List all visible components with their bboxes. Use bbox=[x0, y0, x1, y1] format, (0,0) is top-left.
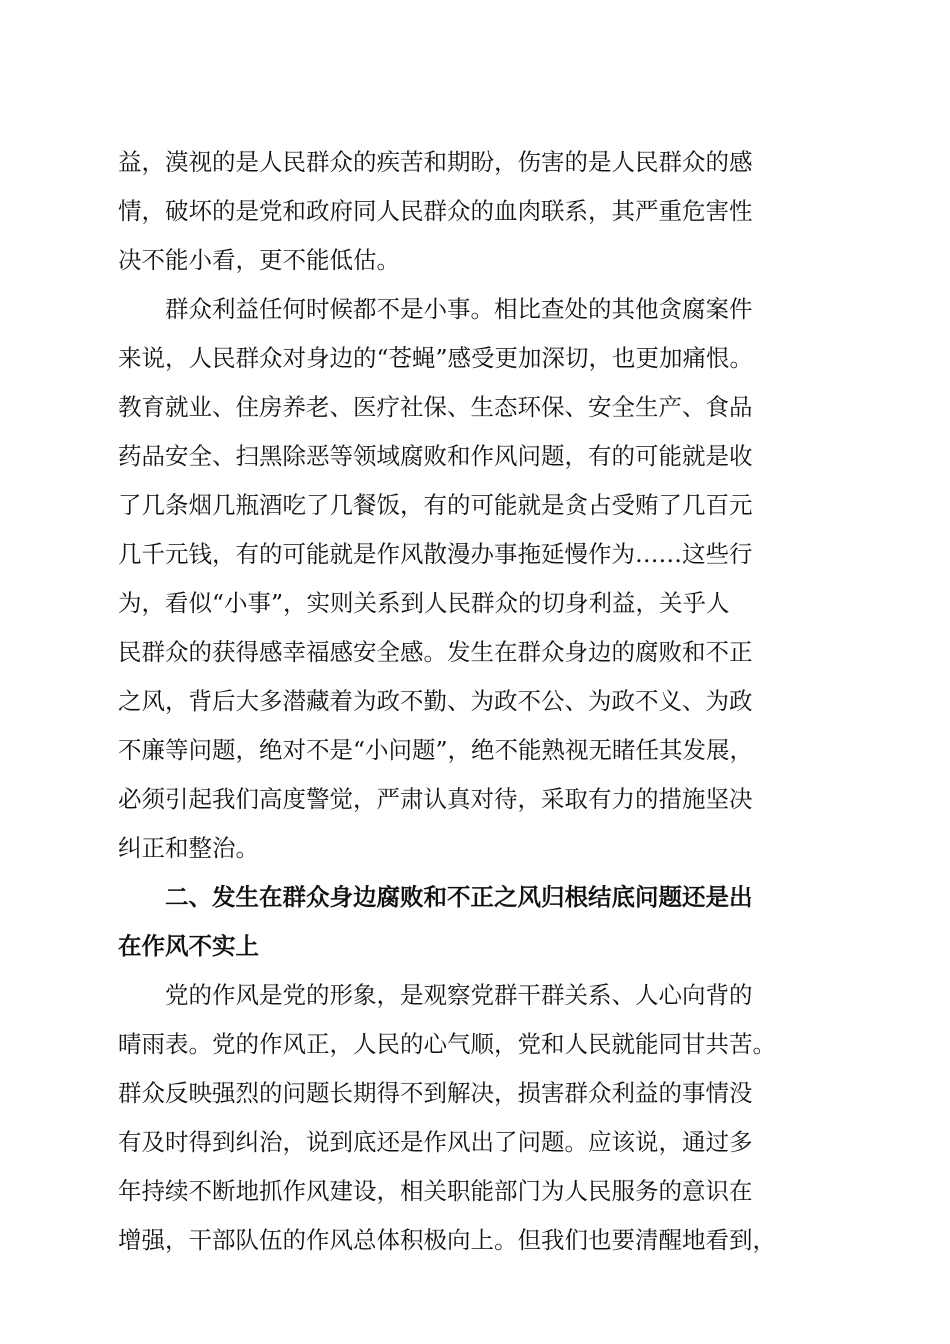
text-line: 为，看似“小事”，实则关系到人民群众的切身利益，关乎人 bbox=[118, 589, 730, 617]
text-line: 药品安全、扫黑除恶等领域腐败和作风问题，有的可能就是收 bbox=[118, 442, 753, 470]
text-line: 了几条烟几瓶酒吃了几餐饭，有的可能就是贪占受贿了几百元 bbox=[118, 491, 753, 519]
text-line: 决不能小看，更不能低估。 bbox=[118, 246, 400, 274]
text-line: 晴雨表。党的作风正，人民的心气顺，党和人民就能同甘共苦。 bbox=[118, 1030, 776, 1058]
text-line: 群众利益任何时候都不是小事。相比查处的其他贪腐案件 bbox=[118, 295, 753, 323]
text-line: 年持续不断地抓作风建设，相关职能部门为人民服务的意识在 bbox=[118, 1177, 753, 1205]
text-line: 增强，干部队伍的作风总体积极向上。但我们也要清醒地看到， bbox=[118, 1226, 776, 1254]
text-line: 党的作风是党的形象，是观察党群干群关系、人心向背的 bbox=[118, 981, 753, 1009]
text-line: 情，破坏的是党和政府同人民群众的血肉联系，其严重危害性 bbox=[118, 197, 753, 225]
text-line: 必须引起我们高度警觉，严肃认真对待，采取有力的措施坚决 bbox=[118, 785, 753, 813]
document-body bbox=[118, 138, 838, 1265]
text-line: 群众反映强烈的问题长期得不到解决，损害群众利益的事情没 bbox=[118, 1079, 753, 1107]
text-line: 民群众的获得感幸福感安全感。发生在群众身边的腐败和不正 bbox=[118, 638, 753, 666]
text-line: 教育就业、住房养老、医疗社保、生态环保、安全生产、食品 bbox=[118, 393, 753, 421]
section-heading: 在作风不实上 bbox=[118, 932, 259, 960]
text-line: 纠正和整治。 bbox=[118, 834, 259, 862]
text-line: 几千元钱，有的可能就是作风散漫办事拖延慢作为……这些行 bbox=[118, 540, 753, 568]
text-line: 来说，人民群众对身边的“苍蝇”感受更加深切，也更加痛恨。 bbox=[118, 344, 754, 372]
text-line: 之风，背后大多潜藏着为政不勤、为政不公、为政不义、为政 bbox=[118, 687, 753, 715]
text-line: 有及时得到纠治，说到底还是作风出了问题。应该说，通过多 bbox=[118, 1128, 753, 1156]
text-line: 益，漠视的是人民群众的疾苦和期盼，伤害的是人民群众的感 bbox=[118, 148, 753, 176]
text-line: 不廉等问题，绝对不是“小问题”，绝不能熟视无睹任其发展， bbox=[118, 736, 754, 764]
section-heading: 二、发生在群众身边腐败和不正之风归根结底问题还是出 bbox=[118, 883, 753, 911]
